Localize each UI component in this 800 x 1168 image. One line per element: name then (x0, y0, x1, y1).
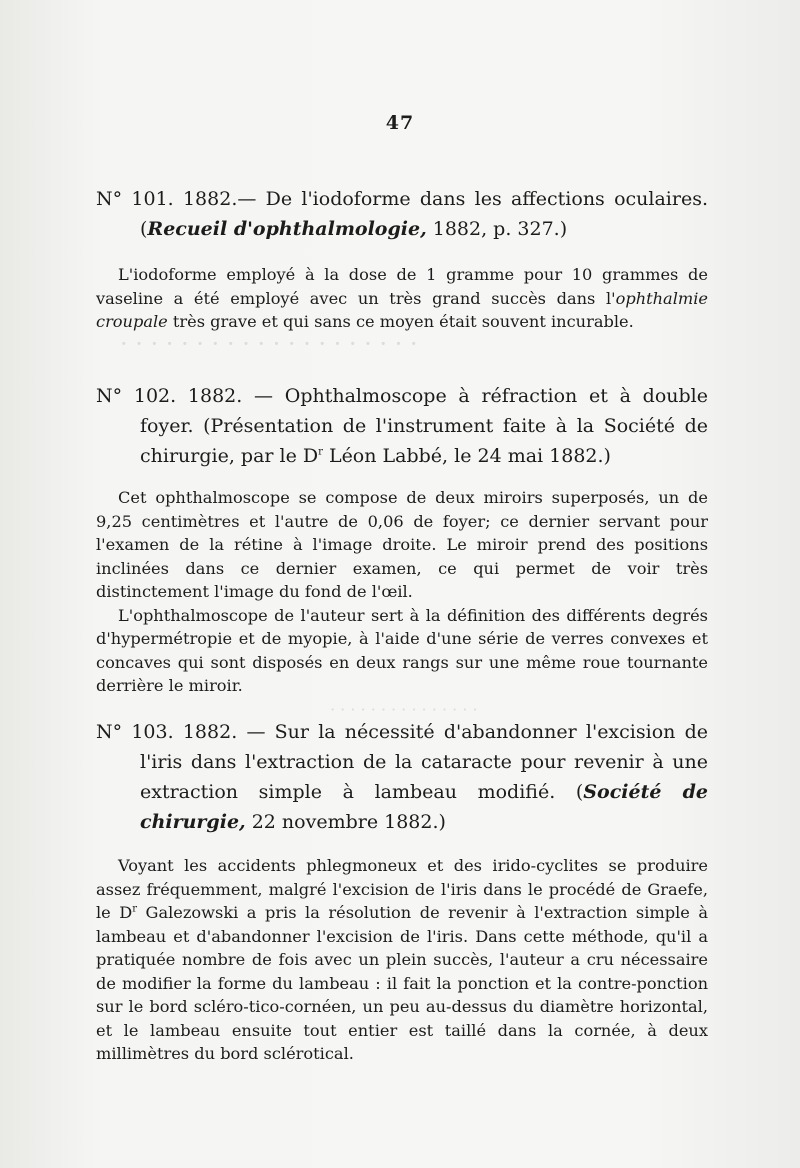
entry-101-journal: Recueil d'ophthalmologie, (147, 218, 427, 240)
bleed-through-shadow: · · · · · · · · · · · · · · · (330, 700, 478, 719)
entry-103-text: Voyant les accidents phlegmoneux et des irido-cyclites se produire assez fréquemment, malgré l'excision de l'iris dans le procédé de Graefe, le D (96, 856, 708, 922)
entry-103-body (96, 854, 708, 1066)
entry-101 (96, 184, 708, 334)
entry-101-paragraph (96, 263, 708, 334)
entry-101-emphasis: ophthalmie croupale (96, 288, 708, 331)
entry-102-body (96, 486, 708, 698)
entry-103 (96, 717, 708, 1066)
entry-102-heading (96, 381, 708, 471)
entry-102-heading-text: N° 102. 1882. — Ophthalmoscope à réfraction et à double foyer. (Présentation de l'instrument faite à la Société de chirurgie, par le D (96, 385, 708, 467)
entry-103-citation: 22 novembre 1882.) (245, 811, 446, 833)
entry-102-paragraph-1: Cet ophthalmoscope se compose de deux miroirs superposés, un de 9,25 centimètres et l'autre de 0,06 de foyer; ce dernier servant pour l'examen de la rétine à l'image droite. Le miroir prend des positions inclinées dans ce dernier examen, ce qui permet de voir très distinctement l'image du fond de l'œil. (96, 488, 708, 601)
entry-101-body (96, 263, 708, 334)
entry-101-heading-text: N° 101. 1882.— De l'iodoforme dans les affections oculaires. ( (96, 188, 708, 240)
entry-101-citation: 1882, p. 327.) (426, 218, 568, 240)
entry-102-heading-sup: r (318, 446, 323, 458)
entry-101-text-end: très grave et qui sans ce moyen était souvent incurable. (167, 312, 634, 331)
entry-102-citation: Léon Labbé, le 24 mai 1882.) (322, 445, 611, 467)
entry-102-paragraph-2: L'ophthalmoscope de l'auteur sert à la définition des différents degrés d'hypermétropie et de myopie, à l'aide d'une série de verres convexes et concaves qui sont disposés en deux rangs sur une même roue tournante derrière le miroir. (96, 605, 708, 695)
entry-103-heading (96, 717, 708, 837)
entry-103-text-end: Galezowski a pris la résolution de revenir à l'extraction simple à lambeau et d'abandonner l'excision de l'iris. Dans cette méthode, qu'il a pratiquée nombre de fois avec un plein succès, l'auteur a cru nécessaire de modifier la forme du lambeau : il fait la ponction et la contre-ponction sur le bord scléro-tico-cornéen, un peu au-dessus du diamètre horizontal, et le lambeau ensuite tout entier est taillé dans la cornée, à deux millimètres du bord sclérotical. (96, 903, 708, 1063)
entry-103-heading-text: N° 103. 1882. — Sur la nécessité d'abandonner l'excision de l'iris dans l'extraction de la cataracte pour revenir à une extraction simple à lambeau modifié. ( (96, 721, 708, 803)
bleed-through-shadow: · · · · · · · · · · · · · · · · · · · · (120, 330, 418, 358)
entry-101-text: L'iodoforme employé à la dose de 1 gramme pour 10 grammes de vaseline a été employé avec un très grand succès dans l' (96, 265, 708, 308)
entry-103-paragraph (96, 854, 708, 1066)
entry-102 (96, 381, 708, 698)
entry-101-heading (96, 184, 708, 244)
entry-103-journal: Société de chirurgie, (140, 781, 709, 833)
page-number: 47 (385, 112, 415, 134)
entry-103-sup: r (132, 903, 138, 915)
